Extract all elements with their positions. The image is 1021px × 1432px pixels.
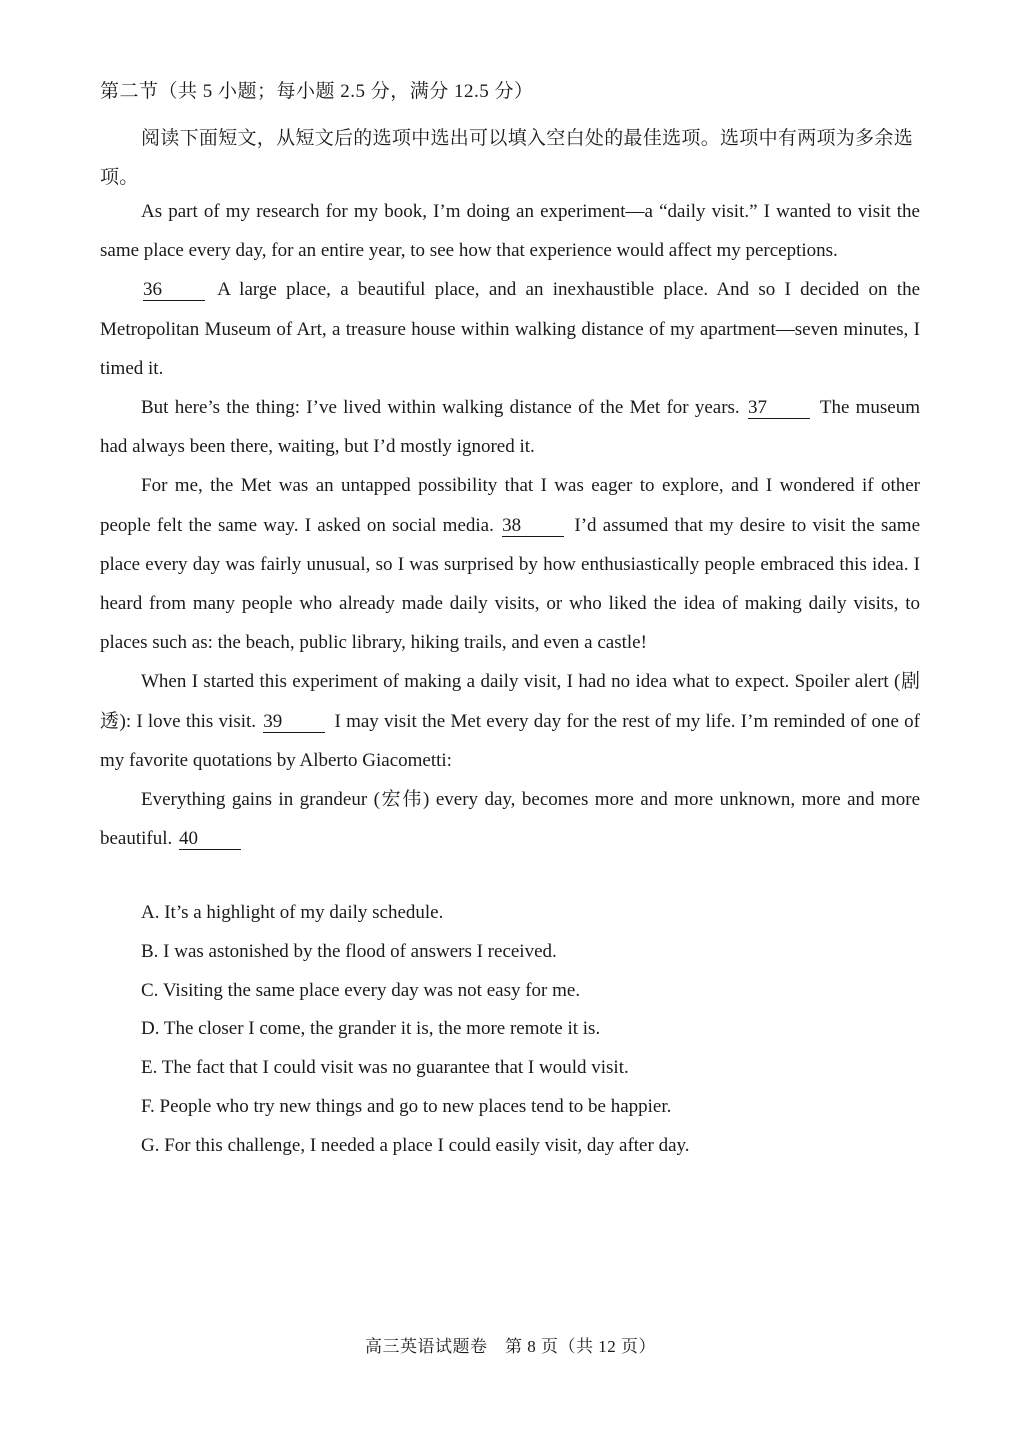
passage-paragraph-5 xyxy=(100,662,920,780)
option-f: F. People who try new things and go to new places tend to be happier. xyxy=(141,1095,672,1117)
answer-blank-40: 40 xyxy=(179,829,241,850)
answer-blank-38: 38 xyxy=(502,516,564,537)
paragraph-text: I may visit the Met every day for the rest of my life. I’m reminded of one of my favorite quotations by Alberto Giacometti: xyxy=(100,710,921,771)
paragraph-text: For me, the Met was an untapped possibility that I was eager to explore, and I wondered if other people felt the same way. I asked on social media. xyxy=(100,475,920,536)
paragraph-text: Everything gains in grandeur (宏伟) every day, becomes more and more unknown, more and more beautiful. xyxy=(100,789,920,850)
option-g: G. For this challenge, I needed a place I could easily visit, day after day. xyxy=(141,1134,690,1156)
passage-paragraph-1: As part of my research for my book, I’m doing an experiment—a “daily visit.” I wanted to visit the same place every day, for an entire year, to see how that experience would affect my perceptions. xyxy=(100,201,920,262)
instructions: 阅读下面短文，从短文后的选项中选出可以填入空白处的最佳选项。选项中有两项为多余选项。 xyxy=(100,128,914,188)
option-c: C. Visiting the same place every day was not easy for me. xyxy=(141,979,581,1001)
answer-blank-39: 39 xyxy=(263,712,325,733)
paragraph-text: I’d assumed that my desire to visit the same place every day was fairly unusual, so I was surprised by how enthusiastically people embraced this idea. I heard from many people who already made daily visits, or who liked the idea of making daily visits, to places such as: the beach, public library, hiking trails, and even a castle! xyxy=(100,514,920,654)
paragraph-text: But here’s the thing: I’ve lived within walking distance of the Met for years. xyxy=(141,397,740,419)
option-a: A. It’s a highlight of my daily schedule. xyxy=(141,902,444,923)
passage-paragraph-4 xyxy=(100,466,920,662)
section-heading: 第二节（共 5 小题；每小题 2.5 分，满分 12.5 分） xyxy=(100,81,534,102)
option-b: B. I was astonished by the flood of answers I received. xyxy=(141,940,557,962)
option-d: D. The closer I come, the grander it is, the more remote it is. xyxy=(141,1018,601,1040)
option-e: E. The fact that I could visit was no guarantee that I would visit. xyxy=(141,1057,629,1079)
answer-options-list xyxy=(141,894,690,1166)
passage-paragraph-2 xyxy=(100,270,920,388)
passage-paragraph-6 xyxy=(100,780,920,858)
page-footer: 高三英语试题卷 第 8 页（共 12 页） xyxy=(365,1337,656,1356)
paragraph-text: When I started this experiment of making a daily visit, I had no idea what to expect. Spoiler alert (剧透): I love this visit. xyxy=(100,671,920,732)
paragraph-text: A large place, a beautiful place, and an inexhaustible place. And so I decided on the Metropolitan Museum of Art, a treasure house within walking distance of my apartment—seven minutes, I timed it. xyxy=(100,279,921,379)
passage-paragraph-3 xyxy=(100,388,920,466)
paragraph-text: The museum had always been there, waiting, but I’d mostly ignored it. xyxy=(100,397,921,458)
answer-blank-37: 37 xyxy=(748,398,810,419)
answer-blank-36: 36 xyxy=(143,280,205,301)
reading-passage xyxy=(100,192,920,858)
